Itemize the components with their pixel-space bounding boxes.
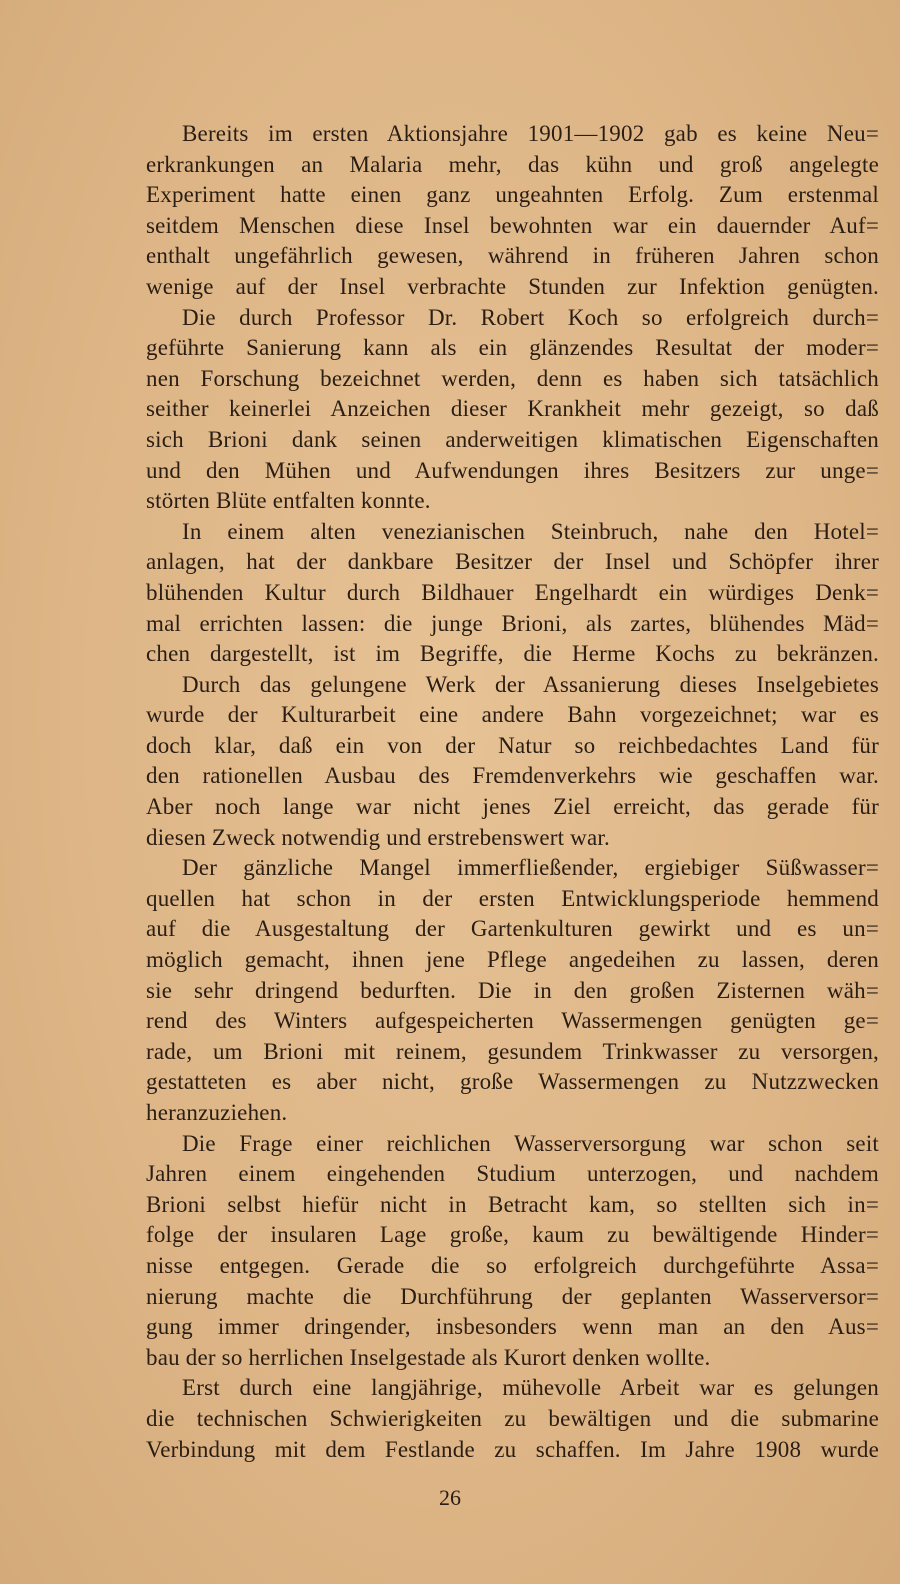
text-line: Aber noch lange war nicht jenes Ziel erreicht, das gerade für [146, 794, 879, 820]
text-line: heranzuziehen. [146, 1100, 288, 1125]
text-line: Brioni selbst hiefür nicht in Betracht kam, so stellten sich in= [146, 1191, 879, 1217]
text-line: auf die Ausgestaltung der Gartenkulturen gewirkt und es un= [146, 916, 879, 942]
text-line: wenige auf der Insel verbrachte Stunden zur Infektion genügten. [146, 273, 879, 299]
page-number: 26 [439, 1485, 461, 1510]
text-line: Erst durch eine langjährige, mühevolle Arbeit war es gelungen [182, 1375, 879, 1401]
text-line: Die Frage einer reichlichen Wasserversorgung war schon seit [182, 1130, 879, 1156]
text-line: Jahren einem eingehenden Studium unterzogen, und nachdem [146, 1161, 879, 1187]
text-line: nisse entgegen. Gerade die so erfolgreich durchgeführte Assa= [146, 1252, 879, 1278]
text-line: wurde der Kulturarbeit eine andere Bahn vorgezeichnet; war es [146, 702, 879, 728]
text-line: sie sehr dringend bedurften. Die in den großen Zisternen wäh= [146, 977, 879, 1003]
text-line: geführte Sanierung kann als ein glänzendes Resultat der moder= [146, 335, 879, 361]
text-line: Experiment hatte einen ganz ungeahnten Erfolg. Zum erstenmal [146, 182, 879, 208]
text-line: enthalt ungefährlich gewesen, während in früheren Jahren schon [146, 243, 879, 269]
text-line: blühenden Kultur durch Bildhauer Engelhardt ein würdiges Denk= [146, 579, 879, 605]
text-line: quellen hat schon in der ersten Entwicklungsperiode hemmend [146, 885, 879, 911]
text-line: nierung machte die Durchführung der geplanten Wasserversor= [146, 1283, 879, 1309]
text-line: rade, um Brioni mit reinem, gesundem Trinkwasser zu versorgen, [146, 1038, 879, 1064]
text-line: In einem alten venezianischen Steinbruch, nahe den Hotel= [182, 518, 879, 544]
text-line: die technischen Schwierigkeiten zu bewältigen und die submarine [146, 1405, 879, 1431]
text-line: folge der insularen Lage große, kaum zu bewältigende Hinder= [146, 1222, 879, 1248]
text-line: mal errichten lassen: die junge Brioni, als zartes, blühendes Mäd= [146, 610, 879, 636]
text-line: doch klar, daß ein von der Natur so reichbedachtes Land für [146, 732, 879, 758]
text-line: und den Mühen und Aufwendungen ihres Besitzers zur unge= [146, 457, 879, 483]
text-line: rend des Winters aufgespeicherten Wassermengen genügten ge= [146, 1008, 879, 1034]
body-text [146, 119, 879, 1465]
text-line: Bereits im ersten Aktionsjahre 1901—1902 gab es keine Neu= [182, 121, 879, 146]
text-line: diesen Zweck notwendig und erstrebenswert war. [146, 824, 610, 850]
text-line: Durch das gelungene Werk der Assanierung dieses Inselgebietes [182, 671, 879, 697]
text-line: seither keinerlei Anzeichen dieser Krankheit mehr gezeigt, so daß [146, 396, 879, 422]
text-line: bau der so herrlichen Inselgestade als Kurort denken wollte. [146, 1344, 711, 1370]
text-line: störten Blüte entfalten konnte. [146, 488, 431, 514]
text-line: chen dargestellt, ist im Begriffe, die Herme Kochs zu bekränzen. [146, 641, 879, 667]
text-line: Verbindung mit dem Festlande zu schaffen. Im Jahre 1908 wurde [146, 1436, 879, 1462]
text-line: möglich gemacht, ihnen jene Pflege angedeihen zu lassen, deren [146, 947, 879, 973]
text-line: sich Brioni dank seinen anderweitigen klimatischen Eigenschaften [146, 426, 879, 452]
text-line: seitdem Menschen diese Insel bewohnten war ein dauernder Auf= [146, 212, 879, 238]
text-line: nen Forschung bezeichnet werden, denn es haben sich tatsächlich [146, 365, 879, 391]
text-line: den rationellen Ausbau des Fremdenverkehrs wie geschaffen war. [146, 763, 879, 789]
text-line: erkrankungen an Malaria mehr, das kühn und groß angelegte [146, 151, 879, 177]
text-line: gung immer dringender, insbesonders wenn man an den Aus= [146, 1314, 879, 1340]
text-line: gestatteten es aber nicht, große Wassermengen zu Nutzzwecken [146, 1069, 879, 1095]
text-line: Die durch Professor Dr. Robert Koch so erfolgreich durch= [182, 304, 879, 330]
text-line: anlagen, hat der dankbare Besitzer der Insel und Schöpfer ihrer [146, 549, 879, 575]
text-line: Der gänzliche Mangel immerfließender, ergiebiger Süßwasser= [182, 855, 879, 881]
